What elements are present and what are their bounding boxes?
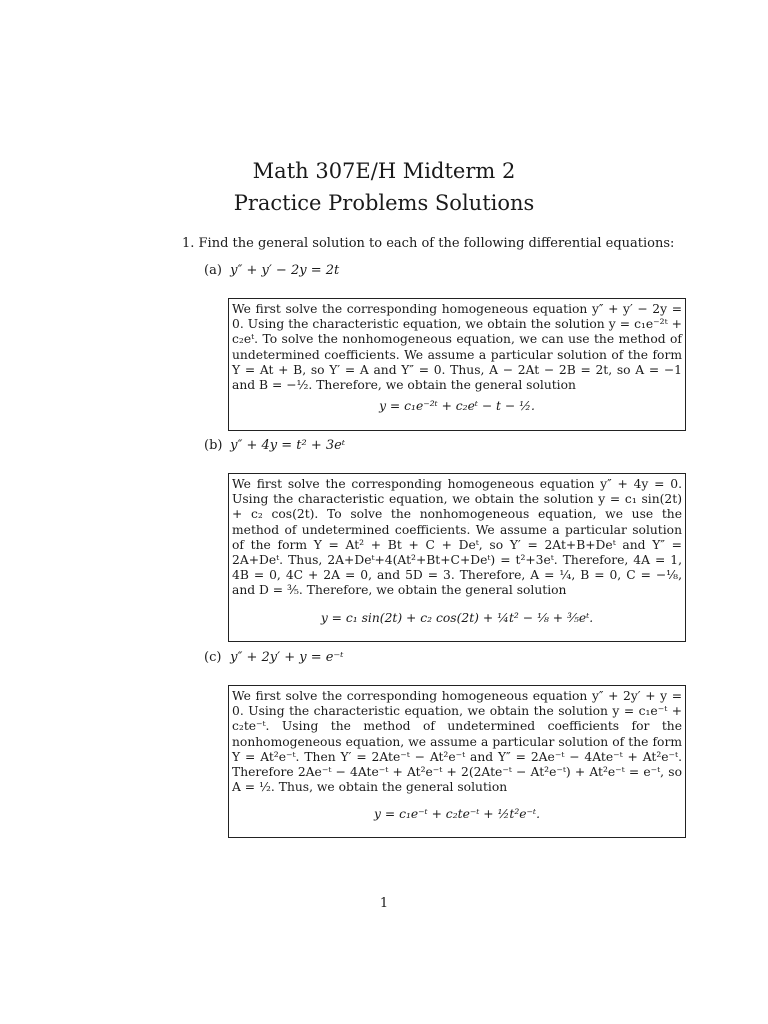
part-b-solution-box	[228, 473, 686, 642]
part-b-label: (b)	[204, 438, 223, 453]
part-c-equation: y″ + 2y′ + y = e⁻ᵗ	[230, 650, 344, 665]
part-b-general-solution: y = c₁ sin(2t) + c₂ cos(2t) + ¼t² − ⅛ + ³⁄₅eᵗ.	[320, 610, 594, 625]
part-a-header	[204, 263, 339, 279]
part-a-label: (a)	[204, 263, 222, 278]
part-a-general-solution: y = c₁e⁻²ᵗ + c₂eᵗ − t − ½.	[379, 399, 535, 414]
part-a-solution-box	[228, 298, 686, 431]
part-c-solution-text: We first solve the corresponding homogeneous equation y″ + 2y′ + y = 0. Using the characteristic equation, we obtain the solution y = c₁e⁻ᵗ + c₂te⁻ᵗ. Using the method of undetermined coefficients for the nonhomogeneous equation, we assume a particular solution of the form Y = At²e⁻ᵗ. Then Y′ = 2Ate⁻ᵗ − At²e⁻ᵗ and Y″ = 2Ae⁻ᵗ − 4Ate⁻ᵗ + At²e⁻ᵗ. Therefore 2Ae⁻ᵗ − 4Ate⁻ᵗ + At²e⁻ᵗ + 2(2Ate⁻ᵗ − At²e⁻ᵗ) + At²e⁻ᵗ = e⁻ᵗ, so A = ½. Thus, we obtain the general solution	[232, 689, 682, 795]
page-number: 1	[379, 896, 389, 911]
page-subtitle: Practice Problems Solutions	[233, 191, 535, 215]
part-b-equation: y″ + 4y = t² + 3eᵗ	[230, 438, 346, 453]
page-title: Math 307E/H Midterm 2	[252, 159, 516, 183]
problem-1-intro: 1. Find the general solution to each of the following differential equations:	[182, 236, 675, 251]
part-a-equation: y″ + y′ − 2y = 2t	[230, 263, 340, 278]
part-a-solution-text: We first solve the corresponding homogeneous equation y″ + y′ − 2y = 0. Using the characteristic equation, we obtain the solution y = c₁e⁻²ᵗ + c₂eᵗ. To solve the nonhomogeneous equation, we can use the method of undetermined coefficients. We assume a particular solution of the form Y = At + B, so Y′ = A and Y″ = 0. Thus, A − 2At − 2B = 2t, so A = −1 and B = −½. Therefore, we obtain the general solution	[232, 302, 682, 393]
part-c-solution-box	[228, 685, 686, 838]
part-c-label: (c)	[204, 650, 222, 665]
part-c-header	[204, 650, 343, 666]
part-c-general-solution: y = c₁e⁻ᵗ + c₂te⁻ᵗ + ½t²e⁻ᵗ.	[374, 807, 540, 822]
part-b-solution-text: We first solve the corresponding homogeneous equation y″ + 4y = 0. Using the characteristic equation, we obtain the solution y = c₁ sin(2t) + c₂ cos(2t). To solve the nonhomogeneous equation, we use the method of undetermined coefficients. We assume a particular solution of the form Y = At² + Bt + C + Deᵗ, so Y′ = 2At+B+Deᵗ and Y″ = 2A+Deᵗ. Thus, 2A+Deᵗ+4(At²+Bt+C+Deᵗ) = t²+3eᵗ. Therefore, 4A = 1, 4B = 0, 4C + 2A = 0, and 5D = 3. Therefore, A = ¼, B = 0, C = −⅛, and D = ³⁄₅. Therefore, we obtain the general solution	[232, 477, 682, 598]
part-b-header	[204, 438, 345, 454]
